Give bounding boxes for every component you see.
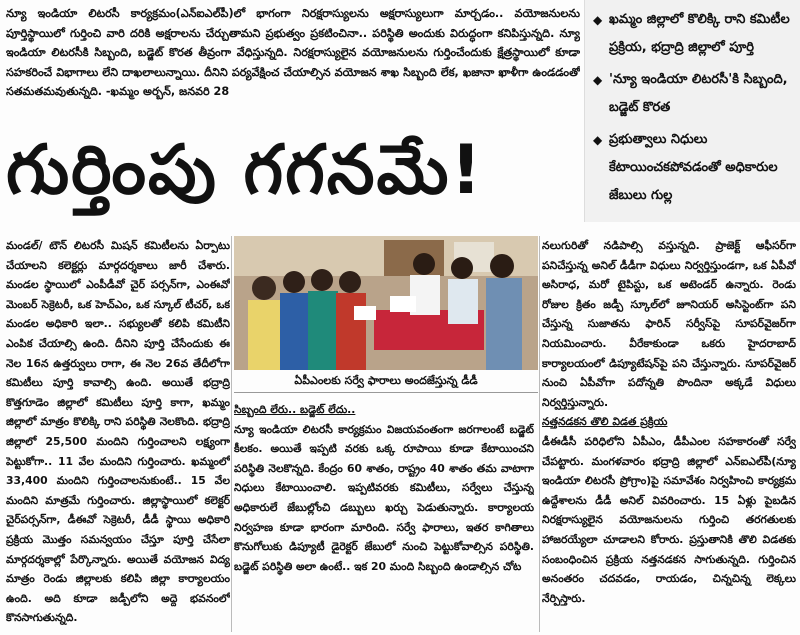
column-1-text: మండల్‌/ టౌన్‌ లిటరసీ మిషన్‌ కమిటీలను ఏర్పాటు చేయాలని కలెక్టర్లు మార్గదర్శకాలు జారీ చేశారు. మండల స్థాయిలో ఎంపీడీవో చైర్‌ పర్సన్‌గా, ఎంఈవో మెంబర్‌ సెక్రెటరీ, ఒక హెచ్‌ఎం, ఒక స్కూల్‌ టీచర్‌, ఒక మండల అధికారి ఇలా.. సభ్యులతో కలిపి కమిటీని ఎంపిక చేయాల్సి ఉంది. దీనిని పూర్తి చేసేందుకు ఈ నెల 16న ఉత్తర్వులు రాగా, ఈ నెల 26వ తేదీలోగా కమిటీలు పూర్తి కావాల్సి ఉంది. అయితే భద్రాద్రి కొత్తగూడెం జిల్లాలో కమిటీలు పూర్తి కాగా, ఖమ్మం జిల్లాలో మాత్రం కొలిక్కి రాని పరిస్థితి నెలకొంది. భద్రాద్రి జిల్లాలో 25,500 మందిని గుర్తించాలని లక్ష్యంగా పెట్టుకోగా.. 11 వేల మందిని గుర్తించారు. ఖమ్మంలో 33,400 మందిని గుర్తించాలనుకుంటే.. 15 వేల మందిని మాత్రమే గుర్తించారు. జిల్లాస్థాయిలో కలెక్టర్‌ చైర్‌పర్సన్‌గా, డీఈవో సెక్రెటరీ, డీడీ స్థాయి అధికారి ప్రక్రియ మొత్తం సమన్వయం చేస్తూ పూర్తి చేసేలా మార్గదర్శకాల్లో పేర్కొన్నారు. అయితే వయోజన విద్య మాత్రం రెండు జిల్లాలకు కలిపి జిల్లా కార్యాలయం ఉంది. అది కూడా జడ్పీలోని అద్దె భవనంలో కొనసాగుతున్నది.	[6, 239, 230, 625]
section-subhead: నత్తనడకన తొలి విడత ప్రక్రియ	[542, 415, 668, 429]
column-divider	[231, 236, 232, 632]
highlights-sidebar	[584, 0, 800, 222]
diamond-bullet-icon: ◆	[593, 13, 603, 27]
section-subhead: సిబ్బంది లేరు.. బడ్జెట్‌ లేదు..	[234, 403, 356, 416]
highlight-text: 'న్యూ ఇండియా లిటరసీ'కి సిబ్బంది, బడ్జెట్‌ కొరత	[609, 72, 788, 115]
diamond-bullet-icon: ◆	[593, 73, 603, 87]
photo-caption: ఏపీఎంలకు సర్వే ఫారాలు అందజేస్తున్న డీడీ	[234, 370, 538, 393]
column-3-text-continued: డీఈడీసీ పరిధిలోని ఏపీఎం, డీపీఎంల సహకారంతో సర్వే చేపట్టారు. మంగళవారం భద్రాద్రి జిల్లాలో ఎన్‌ఐఎల్‌పీ(న్యూ ఇండియా లిటరసీ ప్రోగ్రాం)పై సమావేశం నిర్వహించి కార్యక్రమ ఉద్దేశాలను డీడీ అనిల్‌ వివరించారు. 15 ఏళ్లు పైబడిన నిరక్షరాస్యులైన వయోజనులను గుర్తించి తరగతులకు హాజరయ్యేలా చూడాలని కోరారు. ప్రస్తుతానికి తొలి విడతకు సంబంధించిన ప్రక్రియ నత్తనడకన సాగుతున్నది. గుర్తించిన అనంతరం చదవడం, రాయడం, చిన్నచిన్న లెక్కలు నేర్పిస్తారు.	[542, 434, 796, 605]
intro-text: న్యూ ఇండియా లిటరసీ కార్యక్రమం(ఎన్‌ఐఎల్‌పీ)లో భాగంగా నిరక్షరాస్యులను అక్షరాస్యులుగా మార్చడం.. వయోజనులను పూర్తిస్థాయిలో గుర్తించి వారి దరికి అక్షరాలను చేర్చుతామని ప్రభుత్వం ప్రకటించినా.. పరిస్థితి అందుకు విరుద్ధంగా కనిపిస్తున్నది. న్యూ ఇండియా లిటరసీకి సిబ్బంది, బడ్జెట్‌ కొరత తీవ్రంగా వేధిస్తున్నది. నిరక్షరాస్యులైన వయోజనులను గుర్తించేందుకు క్షేత్రస్థాయిలో కూడా సహకరించే విభాగాలు లేని దాఖలాలున్నాయి. దీనిని పర్యవేక్షించ చేయాల్సిన వయోజన శాఖ సిబ్బంది లేక, ఖజానా ఖాళీగా ఉండడంతో సతమతమవుతున్నది. -ఖమ్మం అర్బన్‌, జనవరి 28	[6, 7, 580, 98]
highlight-text: ప్రభుత్వాలు నిధులు కేటాయించకపోవడంతో అధికారుల జేబులు గుల్ల	[609, 132, 778, 203]
column-3-text: నలుగురితో నడిపాల్సి వస్తున్నది. ప్రాజెక్ట్‌ ఆఫీసర్‌గా పనిచేస్తున్న అనిల్‌ డీడీగా విధులు నిర్వర్తిస్తుండగా, ఒక ఏపీవో అసిరాధ, మరో టైపిస్టు, ఒక అటెండర్‌ ఉన్నారు. రెండు రోజుల క్రితం జడ్పీ స్కూల్‌లో జూనియర్‌ అసిస్టెంట్‌గా పని చేస్తున్న సుజాతను ఫారిన్‌ సర్వీస్‌పై సూపర్‌వైజర్‌గా నియమించారు. వీరేకాకుండా ఒకరు హైదరాబాద్‌ కార్యాలయంలో డిప్యూటేషన్‌పై పని చేస్తున్నారు. సూపర్‌వైజర్‌ నుంచి ఏపీవోగా పదోన్నతి పొందినా అక్కడే విధులు నిర్వర్తిస్తున్నారు.	[542, 239, 796, 409]
article-column-2	[234, 400, 534, 632]
highlights-list	[585, 0, 800, 210]
main-headline: గుర్తింపు గగనమే!	[6, 131, 484, 210]
news-photo	[234, 236, 538, 398]
article-column-1	[6, 236, 230, 632]
highlight-item	[593, 66, 795, 122]
column-2-text: న్యూ ఇండియా లిటరసీ కార్యక్రమం విజయవంతంగా జరగాలంటే బడ్జెట్‌ కీలకం. అయితే ఇప్పటి వరకు ఒక్క రూపాయి కూడా కేటాయించని పరిస్థితి నెలకొన్నది. కేంద్రం 60 శాతం, రాష్ట్రం 40 శాతం తమ వాటాగా నిధులు కేటాయించాలి. ఇప్పటివరకు కమిటీలు, సర్వేలు చేస్తున్న అధికారులే జేబుల్లోంచి డబ్బులు ఖర్చు పెడుతున్నారు. కార్యాలయ నిర్వహణ కూడా భారంగా మారింది. సర్వే ఫారాలు, ఇతర కాగితాలు కొనుగోలుకు డిప్యూటీ డైరెక్టర్‌ జేబులో నుంచి పెట్టుకోవాల్సిన పరిస్థితి. బడ్జెట్‌ పరిస్థితి అలా ఉంటే.. ఇక 20 మంది సిబ్బంది ఉండాల్సిన చోట	[234, 422, 534, 573]
column-divider	[539, 236, 540, 632]
diamond-bullet-icon: ◆	[593, 133, 603, 147]
highlight-text: ఖమ్మం జిల్లాలో కొలిక్కి రాని కమిటీల ప్రక్రియ, భద్రాద్రి జిల్లాలో పూర్తి	[609, 12, 790, 55]
officials-distributing-forms-photo	[234, 236, 538, 370]
highlight-item	[593, 126, 795, 210]
article-column-3	[542, 236, 796, 632]
highlight-item	[593, 6, 795, 62]
intro-paragraph	[6, 4, 580, 114]
